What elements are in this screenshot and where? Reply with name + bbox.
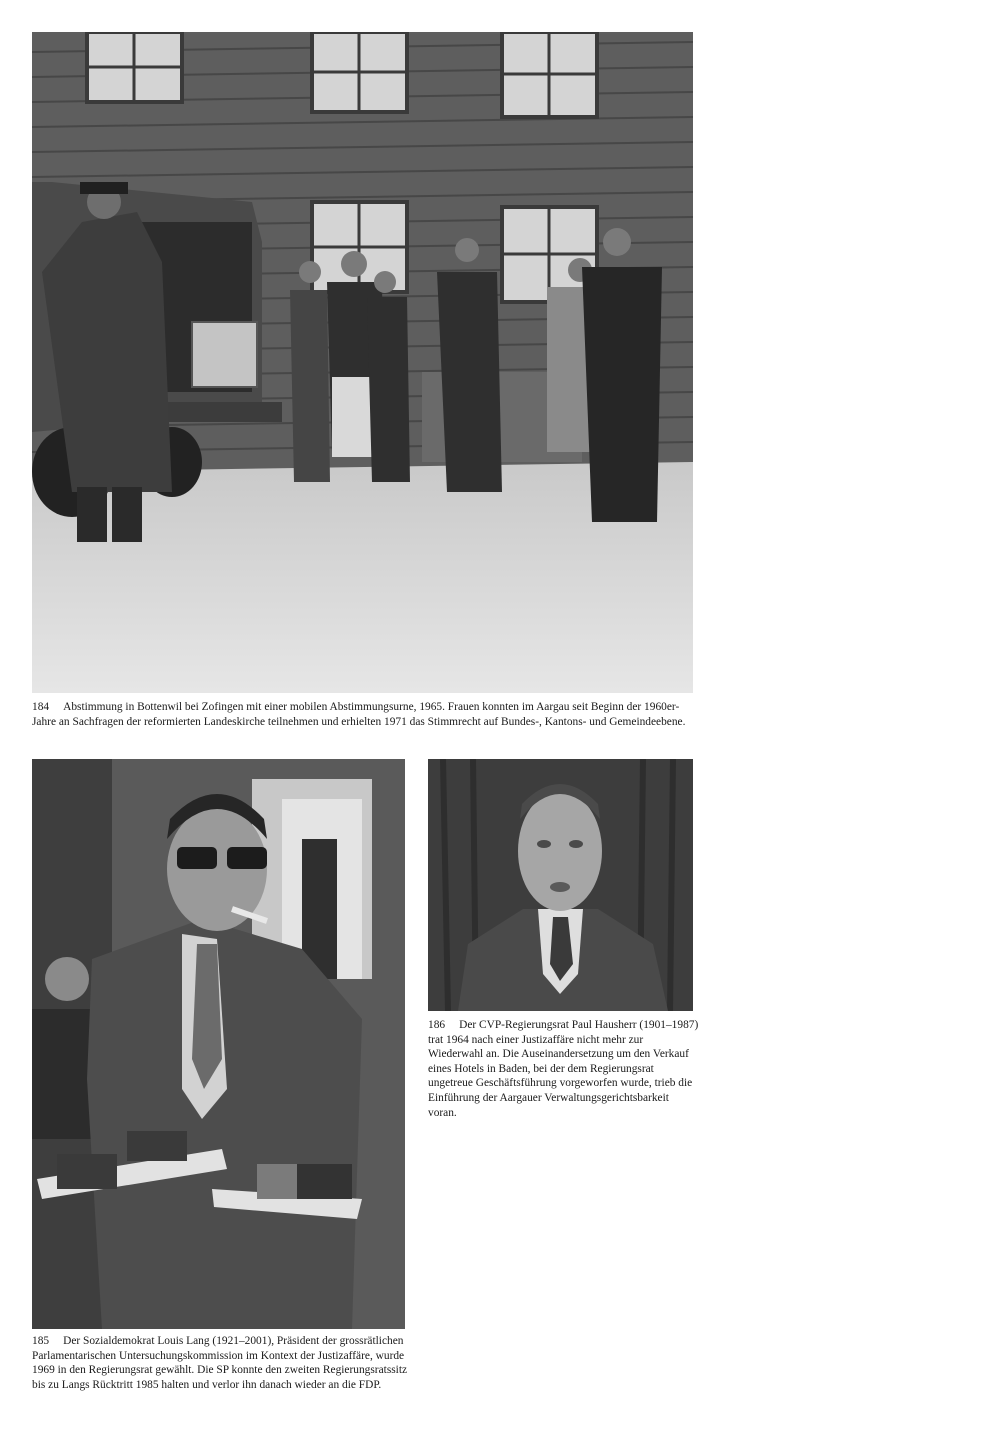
figure-caption-text: Der Sozialdemokrat Louis Lang (1921–2001), Präsident der grossrätlichen Parlamentarischen Untersuchungskommission im Kontext der Justizaffäre, wurde 1969 in den Regierungsrat gewählt. Die SP konnte den zweiten Regierungsratssitz bis zu Langs Rücktritt 1985 halten und verlor ihn danach wieder an die FDP.	[32, 1335, 408, 1391]
figure-caption-186	[428, 1018, 700, 1120]
photo-paul-hausherr	[428, 759, 693, 1011]
photo-mobile-ballot-box-bottenwil	[32, 32, 693, 693]
figure-caption-text: Abstimmung in Bottenwil bei Zofingen mit einer mobilen Abstimmungsurne, 1965. Frauen konnten im Aargau seit Beginn der 1960er-Jahre an Sachfragen der reformierten Landeskirche teilnehmen und erhielten 1971 das Stimmrecht auf Bundes-, Kantons- und Gemeindeebene.	[32, 701, 686, 728]
figure-caption-185	[32, 1334, 412, 1392]
figure-number: 185	[32, 1335, 50, 1347]
photo-186-illustration	[428, 759, 693, 1011]
figure-caption-text: Der CVP-Regierungsrat Paul Hausherr (1901–1987) trat 1964 nach einer Justizaffäre nicht mehr zur Wiederwahl an. Die Auseinandersetzung um den Verkauf eines Hotels in Baden, bei der dem Regierungsrat ungetreue Geschäftsführung vorgeworfen wurde, trieb die Einführung der Aargauer Verwaltungsgerichtsbarkeit voran.	[428, 1019, 699, 1119]
photo-185-illustration	[32, 759, 405, 1329]
photo-184-illustration	[32, 32, 693, 693]
figure-number: 186	[428, 1019, 446, 1031]
photo-louis-lang	[32, 759, 405, 1329]
figure-number: 184	[32, 701, 50, 713]
figure-caption-184	[32, 700, 700, 729]
